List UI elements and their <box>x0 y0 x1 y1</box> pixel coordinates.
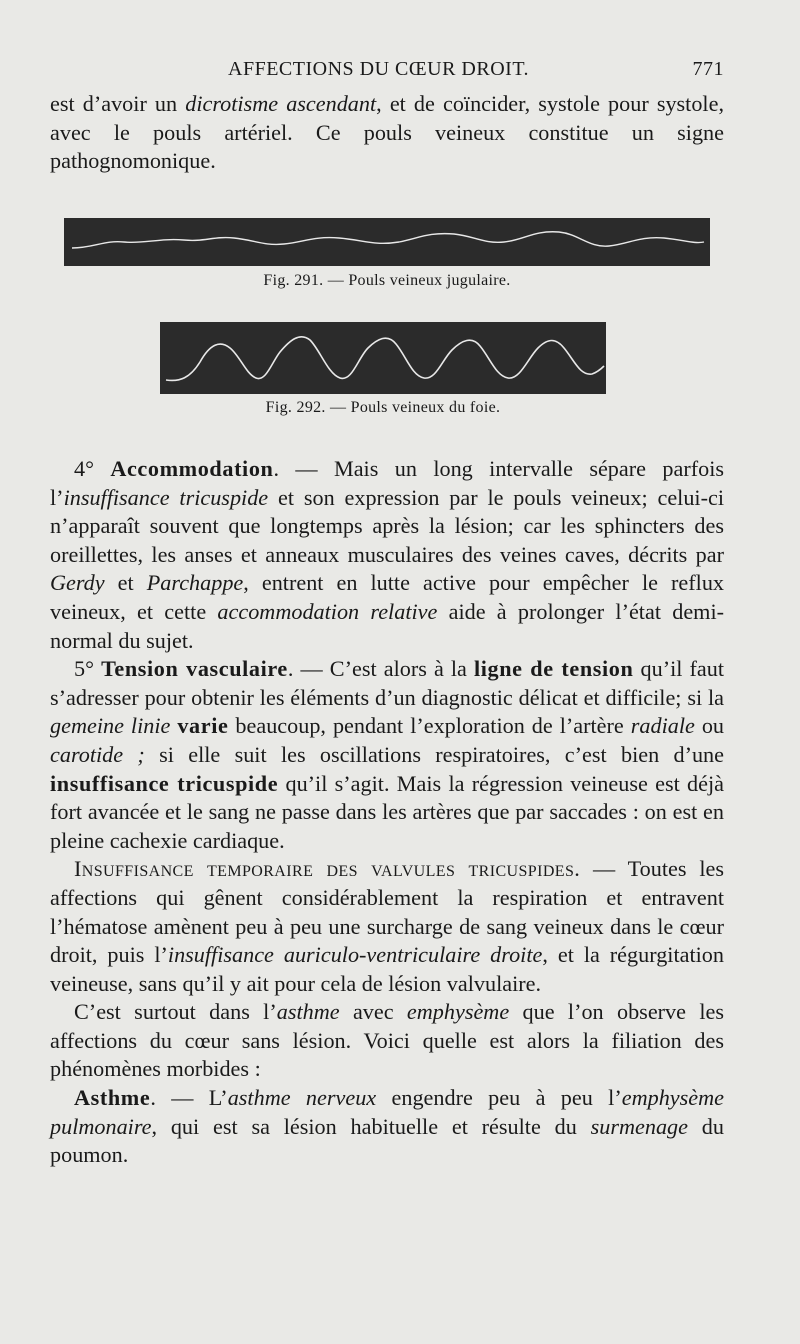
bold-term: ligne de tension <box>474 656 634 682</box>
hepatic-pulse-tracing <box>160 322 606 394</box>
section-heading: Tension vasculaire <box>101 656 288 682</box>
figure-291-tracing <box>64 218 710 266</box>
text-run: , entrent en lutte active pour empêcher le reflux veineux, et cette <box>50 570 725 624</box>
figure-291-caption: Fig. 291. — Pouls veineux jugulaire. <box>263 272 511 289</box>
figure-292-caption: Fig. 292. — Pouls veineux du foie. <box>265 399 501 416</box>
text-run: . — C’est alors à la <box>287 656 474 682</box>
italic-term: Gerdy <box>50 570 105 596</box>
italic-term: insuffisance tricuspide <box>63 484 269 510</box>
italic-term: emphysème pulmonaire <box>50 1085 725 1139</box>
text-run: qu’il faut s’adresser pour obtenir les éléments d’un diagnostic délicat et difficile; si la <box>50 656 724 710</box>
text-run: , qui est sa lésion habituelle et résulte du <box>151 1113 591 1139</box>
italic-term: dicrotisme ascendant <box>185 91 377 116</box>
jugular-pulse-tracing <box>64 218 710 266</box>
bold-term: insuffisance tricuspide <box>50 770 279 796</box>
text-run: est d’avoir un <box>50 91 186 116</box>
paragraph-tension <box>50 655 724 855</box>
text-run: engendre peu à peu l’ <box>376 1085 622 1111</box>
italic-term: Parchappe <box>146 570 244 596</box>
section-heading: Insuffisance temporaire des valvules tricuspides. <box>74 856 581 882</box>
italic-term: asthme nerveux <box>227 1085 377 1111</box>
text-run: ou <box>694 713 725 739</box>
section-number: 5° <box>74 656 102 682</box>
text-run: — Toutes les affections qui gênent considérablement la respiration et entravent l’hématose amènent peu à peu une surcharge de sang veineux dans le cœur droit, puis l’ <box>50 856 724 968</box>
italic-term: gemeine linie <box>50 713 171 739</box>
italic-term: emphysème <box>406 999 510 1025</box>
italic-term: surmenage <box>590 1113 688 1139</box>
text-run: qu’il s’agit. Mais la régression veineuse est déjà fort avancée et le sang ne passe dans les artères que par saccades : on est en pleine cachexie cardiaque. <box>50 770 724 853</box>
bold-term: varie <box>177 713 229 739</box>
italic-term: carotide ; <box>50 741 145 767</box>
text-run: aide à prolonger l’état demi-normal du sujet. <box>50 598 724 653</box>
page-number: 771 <box>692 58 724 80</box>
text-run: que l’on observe les affections du cœur sans lésion. Voici quelle est alors la filiation des phénomènes morbides : <box>50 999 724 1082</box>
running-header <box>50 58 724 88</box>
italic-term: insuffisance auriculo-ventriculaire droite <box>167 942 543 968</box>
text-run: . — L’ <box>150 1085 228 1111</box>
figure-292-tracing <box>160 322 606 394</box>
body-text <box>50 455 724 1170</box>
paragraph-asthma <box>50 1084 724 1170</box>
italic-term: radiale <box>630 713 695 739</box>
italic-term: asthme <box>276 999 340 1025</box>
section-heading: Accommodation <box>110 456 274 481</box>
running-title: AFFECTIONS DU CŒUR DROIT. <box>228 58 530 80</box>
paragraph-temporary-insufficiency <box>50 855 724 998</box>
text-run: C’est surtout dans l’ <box>74 999 277 1025</box>
text-run: du poumon. <box>50 1113 724 1168</box>
section-number: 4° <box>74 456 111 481</box>
section-heading: Asthme <box>74 1085 151 1111</box>
text-run: . — Mais un long intervalle sépare parfois l’ <box>50 456 724 510</box>
text-run: et son expression par le pouls veineux; celui-ci n’apparaît souvent que longtemps après la lésion; car les sphincters des oreillettes, les anses et anneaux musculaires des veines caves, décrits par <box>50 484 724 567</box>
intro-paragraph <box>50 90 724 176</box>
paragraph-accommodation <box>50 455 724 655</box>
intro-text <box>50 90 724 176</box>
text-run: , et la régurgitation veineuse, sans qu’il y ait pour cela de lésion valvulaire. <box>50 942 724 996</box>
text-run: , et de coïncider, systole pour systole, avec le pouls artériel. Ce pouls veineux constitue un signe pathognomonique. <box>50 91 724 174</box>
text-run: et <box>104 570 147 596</box>
italic-term: accommodation relative <box>217 598 438 624</box>
text-run: avec <box>339 999 407 1025</box>
text-run: beaucoup, pendant l’exploration de l’artère <box>228 713 631 739</box>
text-run: si elle suit les oscillations respiratoires, c’est bien d’une <box>144 741 725 767</box>
paragraph-asthma-intro <box>50 998 724 1084</box>
